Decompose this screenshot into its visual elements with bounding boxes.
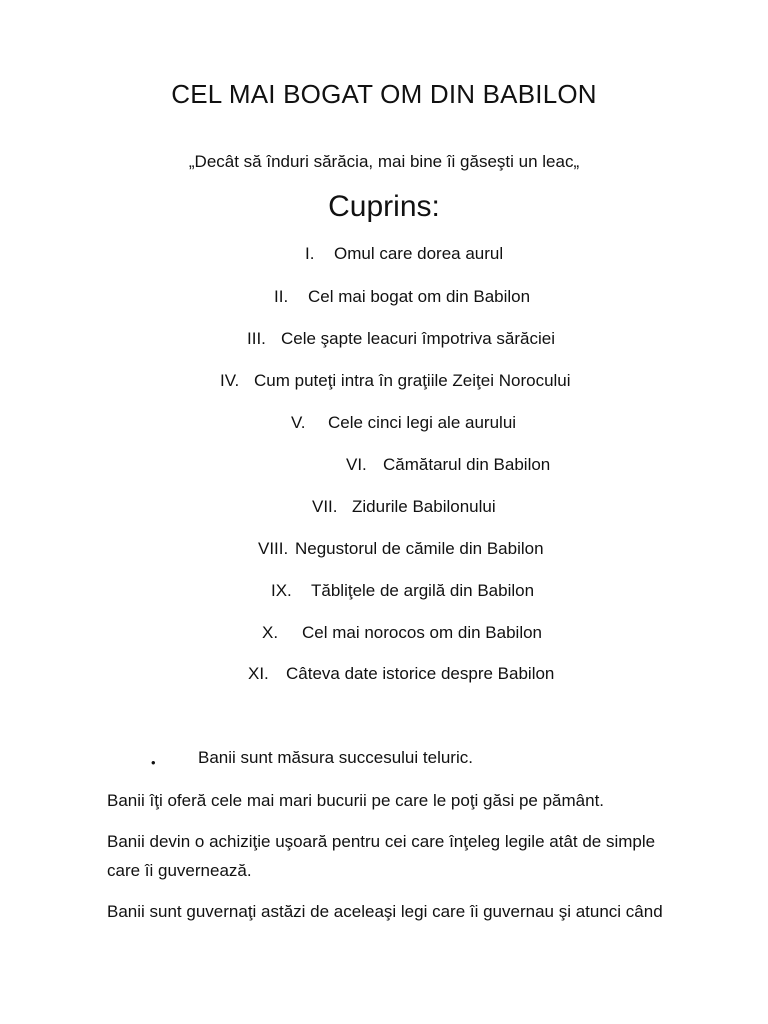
toc-item-number: VIII. (258, 539, 289, 558)
toc-item-text: Cămătarul din Babilon (383, 455, 551, 474)
toc-item-text: Omul care dorea aurul (334, 244, 504, 263)
toc-item-number: VI. (346, 455, 367, 474)
toc-item-text: Cum puteţi intra în graţiile Zeiţei Norocului (254, 371, 571, 390)
document-title: CEL MAI BOGAT OM DIN BABILON (171, 79, 597, 109)
toc-item (346, 455, 550, 475)
toc-item-number: V. (291, 413, 306, 432)
document-motto: „Decât să înduri sărăcia, mai bine îi găseşti un leac„ (188, 152, 580, 171)
toc-item-number: VII. (312, 497, 338, 516)
paragraph: Banii îţi oferă cele mai mari bucurii pe care le poţi găsi pe pământ. (107, 791, 605, 810)
toc-item (312, 497, 496, 517)
toc-item-text: Negustorul de cămile din Babilon (295, 539, 544, 558)
toc-item-number: I. (305, 244, 315, 263)
toc-item (220, 371, 571, 391)
toc-item (271, 581, 534, 601)
bullet-text: Banii sunt măsura succesului teluric. (198, 748, 473, 767)
toc-item-text: Câteva date istorice despre Babilon (286, 664, 555, 683)
toc-item (258, 539, 544, 559)
toc-item-text: Cele şapte leacuri împotriva sărăciei (281, 329, 556, 348)
toc-item (248, 664, 554, 684)
toc-item (247, 329, 555, 349)
bullet-icon: • (151, 755, 156, 770)
paragraph: Banii devin o achiziţie uşoară pentru cei care înţeleg legile atât de simple (107, 832, 656, 851)
toc-item-text: Cel mai norocos om din Babilon (302, 623, 543, 642)
toc-item-number: XI. (248, 664, 269, 683)
toc-item (262, 623, 542, 643)
toc-item-number: IV. (220, 371, 240, 390)
toc-item (291, 413, 516, 433)
toc-item-text: Zidurile Babilonului (352, 497, 496, 516)
toc-item-text: Cele cinci legi ale aurului (328, 413, 517, 432)
toc-item-number: IX. (271, 581, 292, 600)
toc-item-text: Tăbliţele de argilă din Babilon (311, 581, 535, 600)
paragraph: Banii sunt guvernaţi astăzi de aceleaşi legi care îi guvernau şi atunci când (107, 902, 663, 921)
paragraph: care îi guvernează. (107, 861, 252, 880)
toc-item (274, 287, 530, 307)
toc-item-text: Cel mai bogat om din Babilon (308, 287, 531, 306)
toc-item-number: II. (274, 287, 289, 306)
toc-item-number: III. (247, 329, 266, 348)
toc-heading: Cuprins: (328, 190, 440, 223)
toc-item-number: X. (262, 623, 279, 642)
toc-item (305, 244, 503, 264)
